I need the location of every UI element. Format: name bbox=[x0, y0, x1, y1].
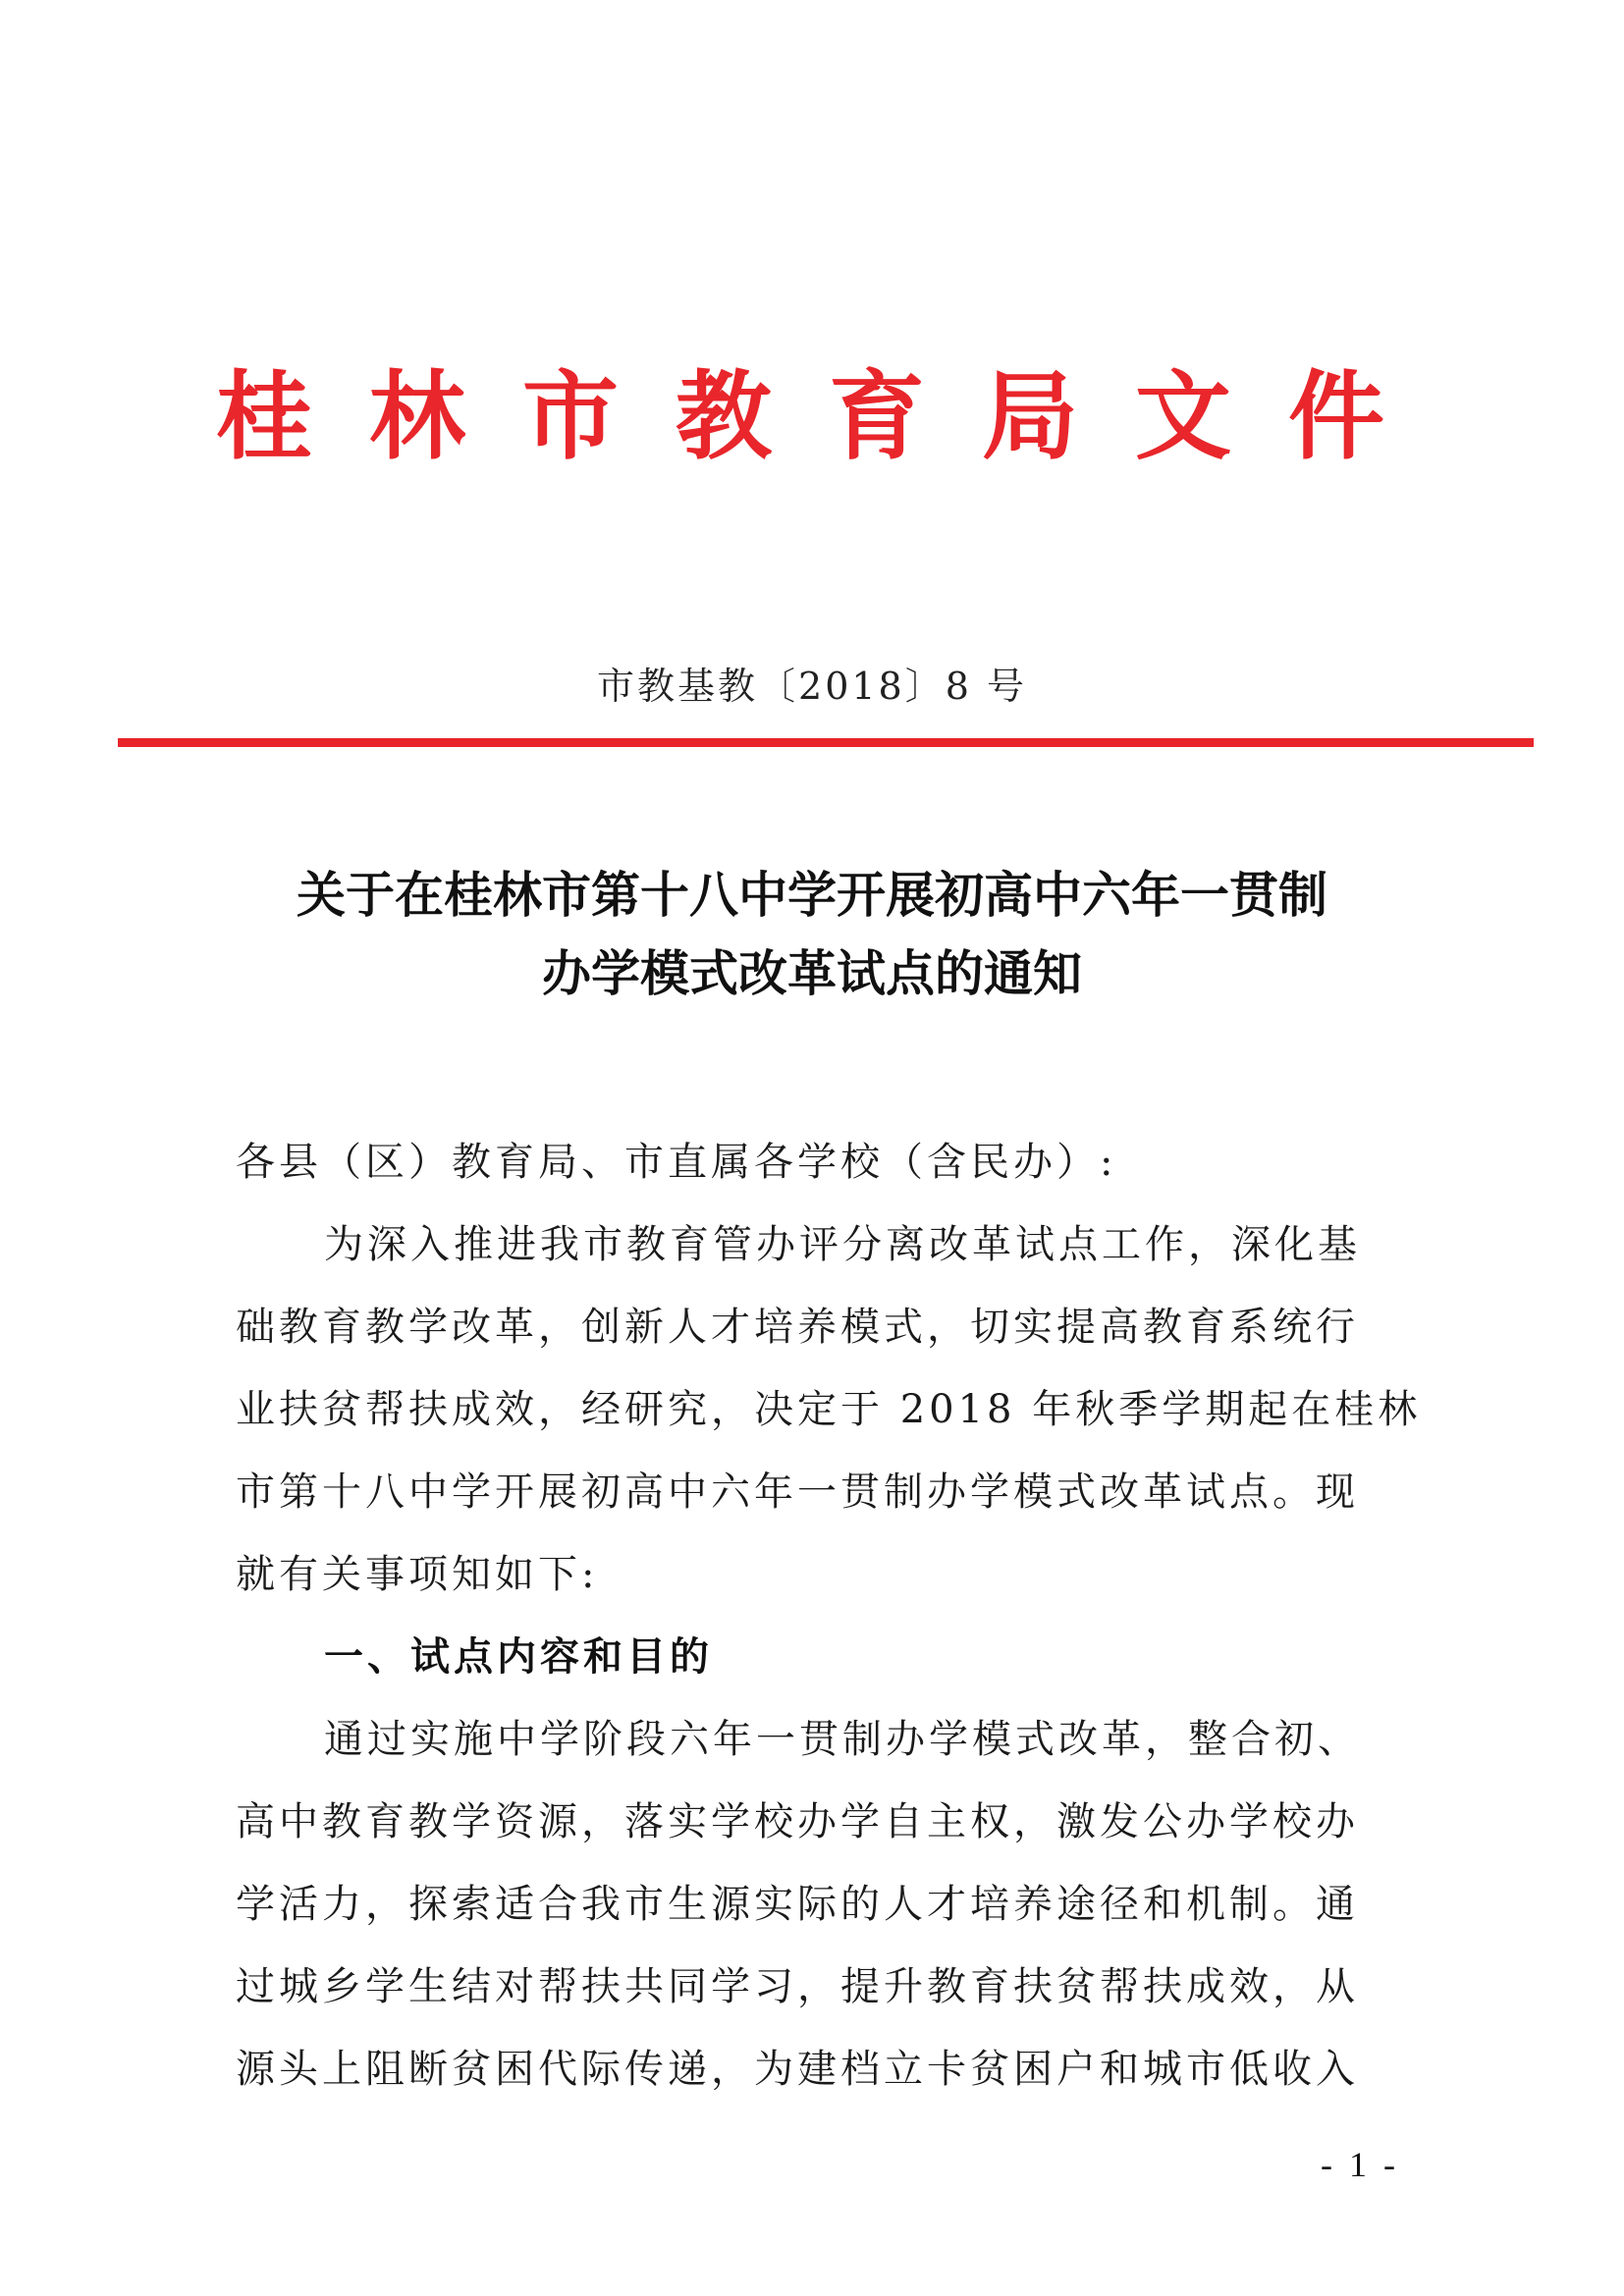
paragraph-line: 源头上阻断贫困代际传递，为建档立卡贫困户和城市低收入 bbox=[236, 2047, 1359, 2092]
document-number: 市教基教〔2018〕8 号 bbox=[597, 665, 1027, 708]
notice-title-line: 办学模式改革试点的通知 bbox=[542, 944, 1082, 1002]
issuing-authority-title: 桂林市教育局文件 bbox=[216, 361, 1442, 473]
notice-title-line: 关于在桂林市第十八中学开展初高中六年一贯制 bbox=[297, 866, 1327, 924]
notice-title bbox=[196, 856, 1428, 1013]
red-separator-rule bbox=[118, 738, 1534, 747]
paragraph-line: 为深入推进我市教育管办评分离改革试点工作，深化基 bbox=[324, 1222, 1361, 1267]
paragraph-line: 业扶贫帮扶成效，经研究，决定于 2018 年秋季学期起在桂林 bbox=[236, 1387, 1422, 1432]
paragraph-line: 通过实施中学阶段六年一贯制办学模式改革，整合初、 bbox=[324, 1717, 1361, 1762]
paragraph-line: 过城乡学生结对帮扶共同学习，提升教育扶贫帮扶成效，从 bbox=[236, 1964, 1359, 2009]
paragraph-line: 础教育教学改革，创新人才培养模式，切实提高教育系统行 bbox=[236, 1305, 1359, 1350]
paragraph-line: 学活力，探索适合我市生源实际的人才培养途径和机制。通 bbox=[236, 1882, 1359, 1927]
page-number: - 1 - bbox=[1321, 2145, 1399, 2184]
paragraph-line: 高中教育教学资源，落实学校办学自主权，激发公办学校办 bbox=[236, 1799, 1359, 1844]
paragraph-line: 就有关事项知如下: bbox=[236, 1552, 599, 1597]
paragraph-line: 市第十八中学开展初高中六年一贯制办学模式改革试点。现 bbox=[236, 1469, 1359, 1515]
section-heading: 一、试点内容和目的 bbox=[324, 1634, 713, 1680]
addressee-line: 各县（区）教育局、市直属各学校（含民办）: bbox=[236, 1140, 1117, 1185]
